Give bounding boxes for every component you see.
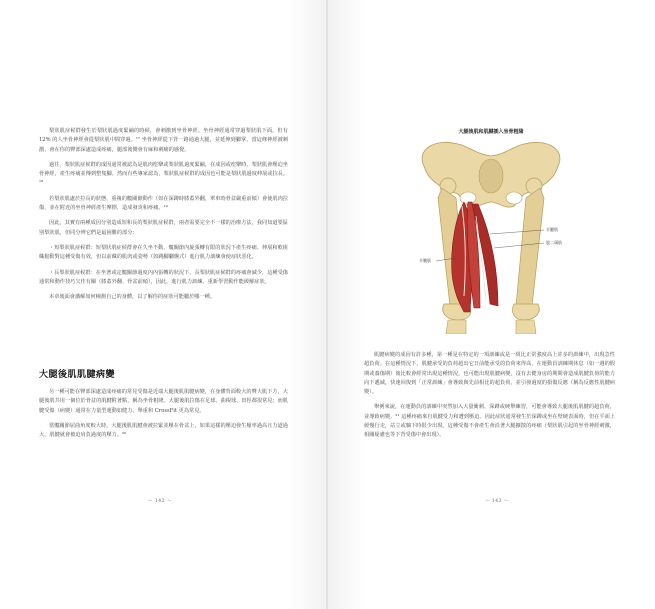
- hamstring-illustration: [406, 136, 576, 334]
- page-number-left: ～ 142 ～: [148, 499, 172, 504]
- left-body-text: [39, 127, 288, 308]
- paragraph: 本章後面會講解如何檢測自己的身體，以了解你的症狀可能屬於哪一種。: [49, 294, 216, 301]
- tibia-right: [516, 320, 536, 334]
- femur-right: [516, 188, 544, 306]
- paragraph: 另一種可能在臀部深處造成疼痛的常見受傷是近端大腿後肌肌腱病變，在身體背面較大的臀大肌下方，大腿後肌共用一個位於骨盆的肌腱附著點，稱為坐骨粗隆。大腿後肌拉傷在足球、曲棍球、田徑都很常見；而肌腱受傷（病變）通常在力量型運動如健力、舉重和 CrossFit 更為常見。: [39, 389, 289, 414]
- obturator-right: [506, 192, 522, 204]
- page-number-right: ～ 143 ～: [485, 499, 509, 504]
- bullet-paragraph: ・短梨狀肌症候群：短梨狀肌症候群會在久坐不動、髖關節內旋張轉有限的狀況下產生疼痛。伸展和軟組織鬆動對這種受傷有效，但以前藏的肌肉或姿勢（如蹺腳腳盤式）進行肌力訓練會使症狀惡化。: [39, 244, 288, 261]
- figure-title: 大腿後肌和肌腱插入坐骨粗隆: [458, 129, 524, 135]
- left-body-text-2: [39, 388, 288, 446]
- bullet-paragraph: ・長梨狀肌症候群：在坐著或定髖關節過度內內張轉的狀況下，長梨狀肌症候群的疼痛會減少，這種受傷通常和動作技巧欠佳有關（膝蓋外翻、骨盆前傾），因此，進行肌力訓練，重新學習動作能緩解症狀。: [39, 269, 288, 285]
- label-semitendinosus: 半腱肌: [546, 227, 558, 232]
- paragraph: 當髖關節屈曲角度較大時，大腿後肌肌腱會被拉緊並壓在骨盆上，如果這樣的壓迫發生頻率過高且力道過大，肌腱就會被迫肩負過度的壓力。²⁰: [39, 422, 288, 439]
- paragraph: 若梨狀肌處於拉長的狀態，重複的髖關節動作（如在深蹲時膝蓋外翻，單車時骨盆嚴重前傾）會使肌肉拉傷，並在附近的坐骨神經產生摩擦，造成發炎和疼痛。¹⁹: [39, 195, 288, 212]
- right-body-text: [364, 351, 615, 447]
- tibia-left: [446, 320, 466, 334]
- knee-right: [512, 304, 539, 320]
- sacrum: [479, 159, 503, 193]
- paragraph: 肌腱病變的成因有許多種，第一種是在特定的一項訓練或是一組比正常強度高上許多的訓練中，出現急性超負荷。在這種情況下，肌腱承受的負荷超出它日前能承受的負荷來得高，在運動員訓練期休息（如一週的假期或養傷期）後比較會經常出現這種情況，也可能出現肌腱病變，沒有去健身房的期間會造成肌腱負荷的能力向下遞減，快速回復到「正常訓練」會導致與先前相比的超負荷，並引發過度的損傷反應（稱為反應性肌腱病變）。: [364, 352, 615, 396]
- paragraph: 梨狀肌症候群發生於梨狀肌過度緊繃的時候，會刺激到坐骨神經。坐骨神經通常穿過梨狀肌下面，但有 12% 的人坐骨神經會從梨狀肌中間穿過。¹⁷ 坐骨神經從下背一路通過大腿，並延伸到腳掌。當這條神經被刺激，會在你的臀部深處造成疼痛，腿部後側會有麻和刺痛的感覺。: [39, 128, 288, 153]
- paragraph: 因此，其實有兩種成因分別造成短和長的梨狀肌症候群，兩者需要完全不一樣的治療方法，我同知道要區別梨狀肌，但同分辨它們是最困難的部分：: [39, 220, 288, 236]
- paragraph: 過往，梨狀肌症候群的成因通常被認為是肌肉痙攣或梨狀肌過度緊繃，在成因或痙攣時，梨狀肌會壓迫坐骨神經，產生疼痛並傳到整隻腳。然而有些專家認為，梨狀肌症候群的成因也可能是梨狀肌過度伸展或拉長。¹⁸: [39, 161, 289, 187]
- anatomy-figure: [406, 128, 576, 334]
- page-gutter: [326, 0, 328, 609]
- paragraph: 舉例來說，在運動員的訓練中突然加入大量衝刺、深蹲或硬舉練習，可能會導致大腿後肌肌腱的超負荷，並導致病變。²¹ 這種疼痛來自肌腱受力和遭到壓迫。因此症狀通常發生於深蹲或坐在壁硬表面時，但在平面上緩慢行走，站立或躺下時很少出現。這種受傷不會產生會沿著大腿擴散的疼痛（梨狀肌引起的坐骨神經刺激，相關疑慮也等下背受傷中會出現）。: [364, 404, 615, 439]
- section-heading: 大腿後肌肌腱病變: [39, 370, 116, 380]
- label-semimembranosus: 半膜肌: [419, 258, 431, 263]
- label-biceps-femoris: 股二頭肌: [546, 240, 562, 245]
